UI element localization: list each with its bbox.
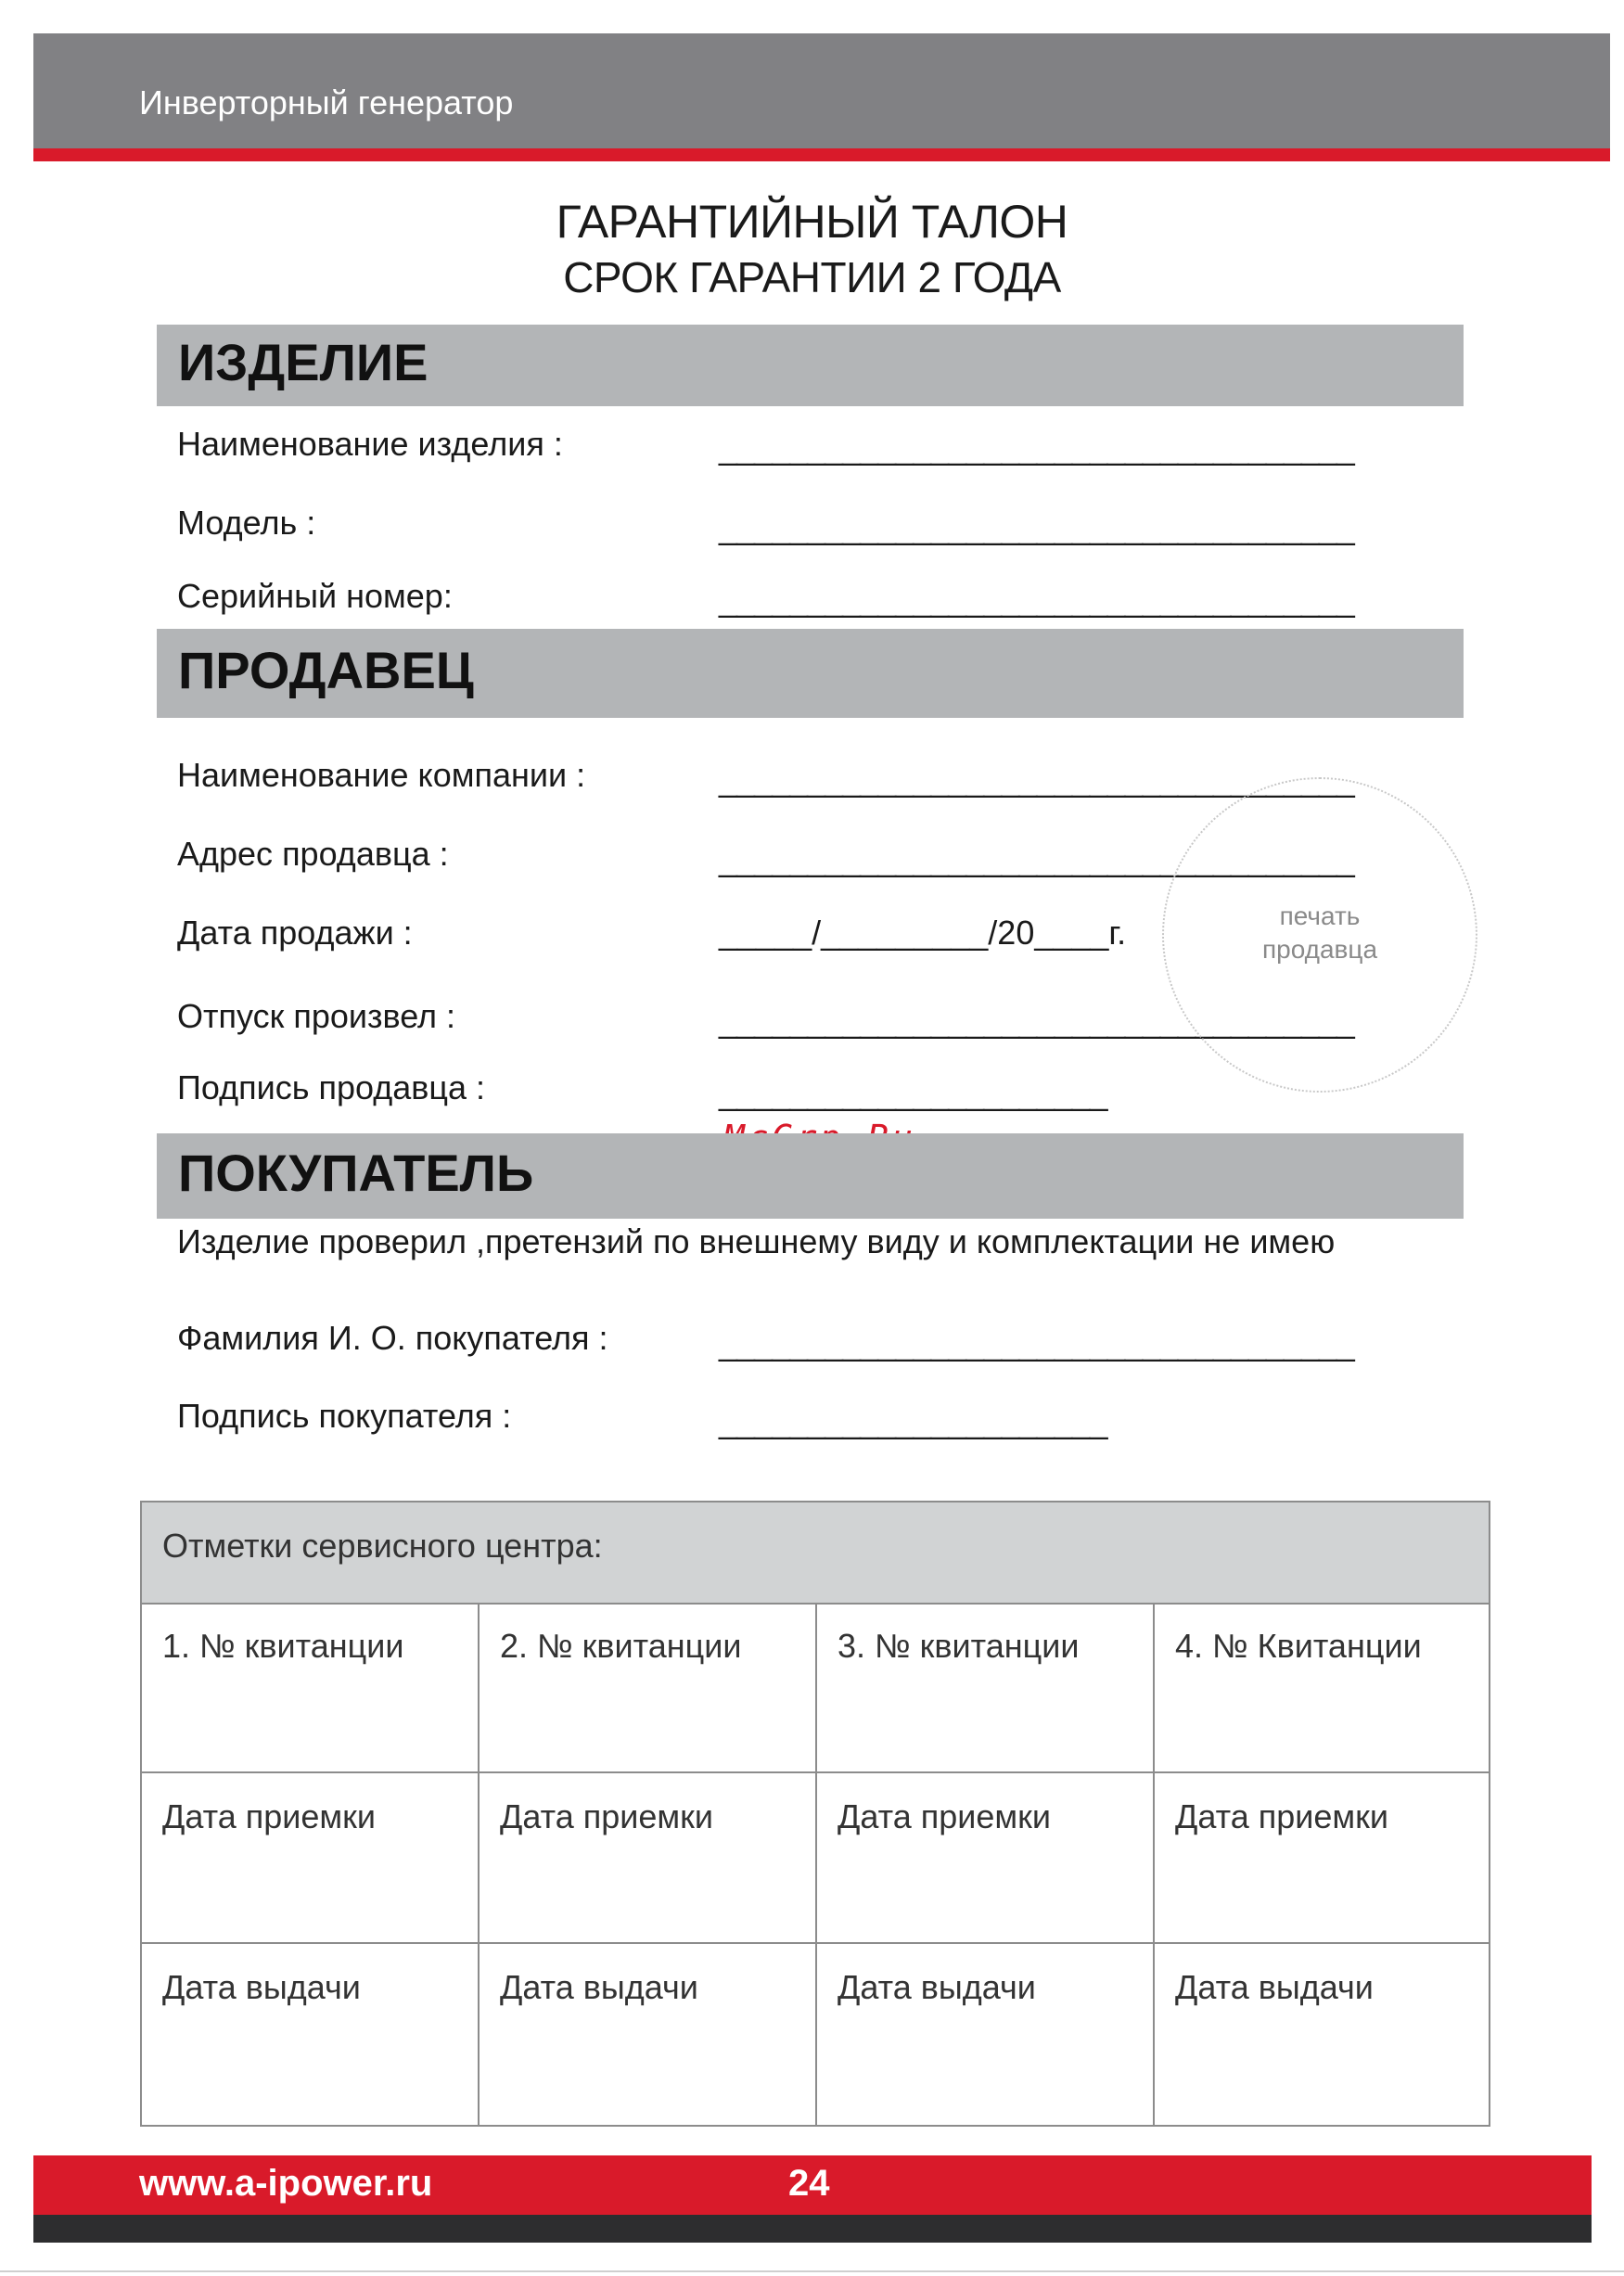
receipt-label-3: 3. № квитанции — [838, 1627, 1080, 1665]
receipt-label-1: 1. № квитанции — [162, 1627, 404, 1665]
stamp-text-line-2: продавца — [1261, 935, 1378, 964]
seller-signature-line[interactable]: ______________________ — [719, 1074, 1107, 1112]
buyer-note: Изделие проверил ,претензий по внешнему виду и комплектации не имею — [177, 1222, 1336, 1260]
model-line[interactable]: ____________________________________ — [719, 508, 1354, 546]
buyer-name-line[interactable]: ____________________________________ — [719, 1324, 1354, 1362]
sale-date-template[interactable]: _____/_________/20____г. — [719, 914, 1127, 952]
service-center-heading: Отметки сервисного центра: — [162, 1527, 603, 1565]
issue-date-cell-4[interactable] — [1155, 1944, 1489, 2125]
model-label: Модель : — [177, 504, 316, 542]
seller-address-label: Адрес продавца : — [177, 835, 449, 873]
receipt-cell-4[interactable] — [1155, 1603, 1489, 1773]
buyer-section-title: ПОКУПАТЕЛЬ — [178, 1144, 534, 1202]
buyer-signature-line[interactable]: ______________________ — [719, 1402, 1107, 1440]
seller-section-title: ПРОДАВЕЦ — [178, 641, 474, 699]
receipt-cell-3[interactable] — [817, 1603, 1155, 1773]
company-name-label: Наименование компании : — [177, 756, 586, 794]
service-center-header — [142, 1502, 1489, 1605]
issue-date-label-3: Дата выдачи — [838, 1968, 1036, 2006]
page-number: 24 — [788, 2163, 830, 2204]
header-title: Инверторный генератор — [139, 83, 514, 121]
product-name-label: Наименование изделия : — [177, 425, 563, 463]
accept-date-label-1: Дата приемки — [162, 1797, 376, 1835]
buyer-signature-label: Подпись покупателя : — [177, 1397, 512, 1435]
issue-date-cell-3[interactable] — [817, 1944, 1155, 2125]
seller-signature-label: Подпись продавца : — [177, 1068, 486, 1106]
seller-address-line[interactable]: ____________________________________ — [719, 840, 1354, 878]
accept-date-label-4: Дата приемки — [1175, 1797, 1388, 1835]
serial-number-line[interactable]: ____________________________________ — [719, 581, 1354, 619]
accept-date-cell-2[interactable] — [480, 1773, 817, 1944]
document-subtitle: СРОК ГАРАНТИИ 2 ГОДА — [563, 253, 1061, 301]
product-section-title: ИЗДЕЛИЕ — [178, 333, 428, 391]
accept-date-label-2: Дата приемки — [500, 1797, 713, 1835]
receipt-label-4: 4. № Квитанции — [1175, 1627, 1422, 1665]
receipt-label-2: 2. № квитанции — [500, 1627, 742, 1665]
page-edge-line — [0, 2270, 1624, 2272]
released-by-line[interactable]: ____________________________________ — [719, 1002, 1354, 1040]
company-name-line[interactable]: ____________________________________ — [719, 761, 1354, 799]
document-title: ГАРАНТИЙНЫЙ ТАЛОН — [556, 196, 1068, 248]
buyer-name-label: Фамилия И. О. покупателя : — [177, 1319, 608, 1357]
receipt-cell-1[interactable] — [142, 1603, 480, 1773]
issue-date-cell-2[interactable] — [480, 1944, 817, 2125]
issue-date-label-2: Дата выдачи — [500, 1968, 698, 2006]
accept-date-label-3: Дата приемки — [838, 1797, 1051, 1835]
header-red-stripe — [33, 148, 1610, 161]
serial-number-label: Серийный номер: — [177, 577, 453, 615]
footer-dark-stripe — [33, 2215, 1592, 2243]
accept-date-cell-1[interactable] — [142, 1773, 480, 1944]
accept-date-cell-4[interactable] — [1155, 1773, 1489, 1944]
issue-date-label-4: Дата выдачи — [1175, 1968, 1374, 2006]
footer-url-link[interactable]: www.a-ipower.ru — [139, 2163, 433, 2204]
stamp-text-line-1: печать — [1279, 901, 1361, 930]
seller-stamp-text — [1162, 900, 1477, 966]
released-by-label: Отпуск произвел : — [177, 997, 456, 1035]
product-name-line[interactable]: ____________________________________ — [719, 428, 1354, 467]
sale-date-label: Дата продажи : — [177, 914, 413, 952]
issue-date-label-1: Дата выдачи — [162, 1968, 361, 2006]
accept-date-cell-3[interactable] — [817, 1773, 1155, 1944]
service-center-table — [140, 1501, 1490, 2127]
issue-date-cell-1[interactable] — [142, 1944, 480, 2125]
receipt-cell-2[interactable] — [480, 1603, 817, 1773]
